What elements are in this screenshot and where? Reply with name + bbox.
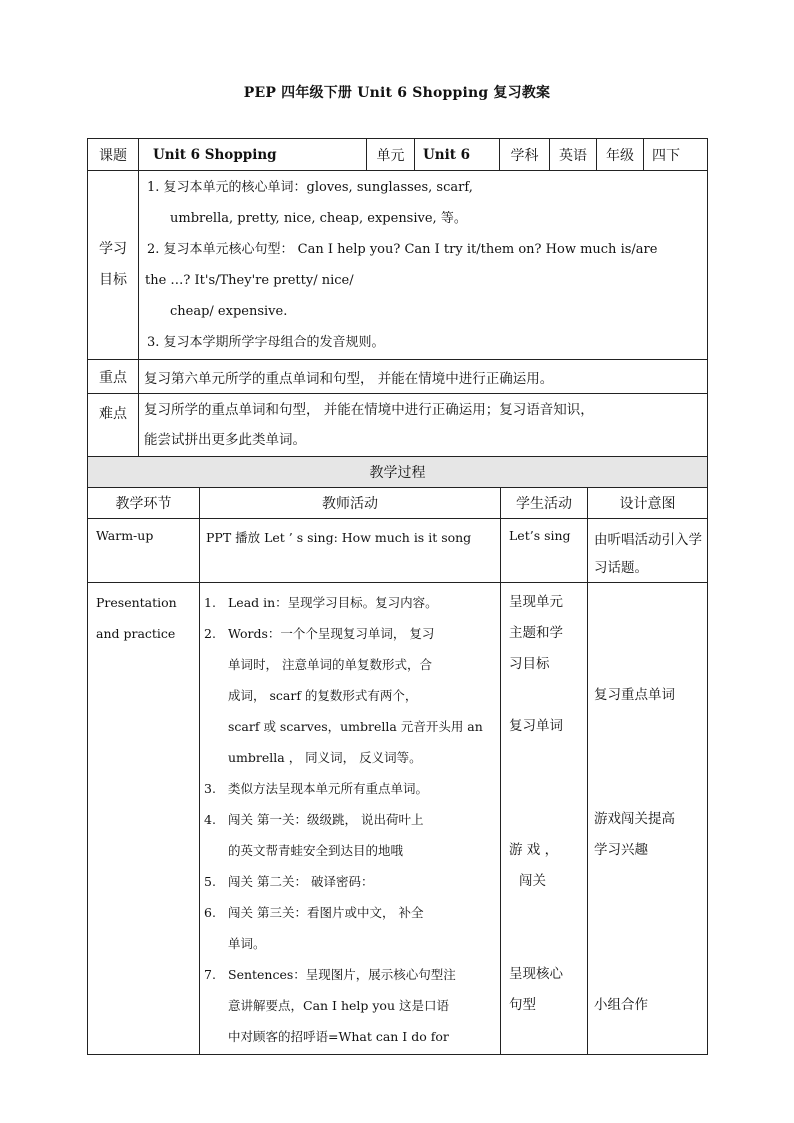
student-note: 呈现单元 bbox=[509, 594, 563, 610]
step-number bbox=[200, 711, 228, 742]
step-text: 成词， scarf 的复数形式有两个， bbox=[228, 688, 418, 703]
step-text: 类似方法呈现本单元所有重点单词。 bbox=[228, 781, 429, 796]
intent-note: 复习重点单词 bbox=[594, 687, 675, 703]
teacher-step-line bbox=[200, 897, 500, 928]
step-text: Sentences：呈现图片，展示核心句型注 bbox=[228, 967, 456, 982]
difficulties-text bbox=[139, 394, 708, 457]
teacher-step-line bbox=[200, 742, 500, 773]
step-number: 5. bbox=[204, 874, 216, 889]
student-note: 句型 bbox=[509, 997, 536, 1013]
subject-label: 学科 bbox=[500, 139, 550, 171]
step-number bbox=[200, 1021, 228, 1052]
presentation-stage bbox=[88, 583, 200, 1055]
step-number: 1. bbox=[204, 595, 216, 610]
lesson-plan bbox=[87, 138, 707, 1055]
info-table bbox=[87, 138, 708, 457]
step-text: 闯关 第一关：级级跳， 说出荷叶上 bbox=[228, 812, 424, 827]
warmup-teacher: PPT 播放 Let ’ s sing: How much is it song bbox=[200, 519, 501, 583]
teacher-step-line bbox=[200, 1021, 500, 1052]
objective-line: 1. 复习本单元的核心单词：gloves, sunglasses, scarf, bbox=[147, 180, 473, 195]
col-header-stage: 教学环节 bbox=[88, 488, 200, 519]
student-note: 复习单词 bbox=[509, 718, 563, 734]
warmup-stage: Warm-up bbox=[88, 519, 200, 583]
teacher-steps-list bbox=[200, 587, 500, 1052]
teacher-step-line bbox=[200, 959, 500, 990]
subject-value: 英语 bbox=[550, 139, 597, 171]
unit-value: Unit 6 bbox=[415, 139, 500, 171]
step-number bbox=[200, 835, 228, 866]
step-number bbox=[200, 680, 228, 711]
step-text: 的英文帮青蛙安全到达目的地哦 bbox=[228, 843, 404, 858]
col-header-teacher: 教师活动 bbox=[200, 488, 501, 519]
teacher-step-line bbox=[200, 835, 500, 866]
step-number: 3. bbox=[204, 781, 216, 796]
teacher-step-line bbox=[200, 680, 500, 711]
col-header-student: 学生活动 bbox=[501, 488, 588, 519]
col-header-intent: 设计意图 bbox=[588, 488, 708, 519]
student-note: 主题和学 bbox=[509, 625, 563, 641]
topic-value: Unit 6 Shopping bbox=[139, 139, 367, 171]
intent-note: 学习兴趣 bbox=[594, 842, 648, 858]
student-note: 游 戏 ， bbox=[509, 842, 559, 858]
document-title: PEP 四年级下册 Unit 6 Shopping 复习教案 bbox=[243, 85, 551, 101]
student-note: 习目标 bbox=[509, 656, 550, 672]
presentation-stage-line2: and practice bbox=[96, 626, 176, 641]
step-text: Lead in：呈现学习目标。复习内容。 bbox=[228, 595, 438, 610]
teacher-step-line bbox=[200, 773, 500, 804]
step-text: umbrella ， 同义词， 反义词等。 bbox=[228, 750, 422, 765]
intent-note: 游戏闯关提高 bbox=[594, 811, 675, 827]
step-number: 7. bbox=[204, 967, 216, 982]
warmup-student: Let’s sing bbox=[501, 519, 588, 583]
teacher-step-line bbox=[200, 804, 500, 835]
presentation-teacher bbox=[200, 583, 501, 1055]
teacher-step-line bbox=[200, 618, 500, 649]
objectives-content bbox=[139, 171, 708, 360]
teacher-step-line bbox=[200, 587, 500, 618]
step-number: 6. bbox=[204, 905, 216, 920]
teacher-step-line bbox=[200, 928, 500, 959]
difficulties-label: 难点 bbox=[88, 394, 139, 457]
step-number: 4. bbox=[204, 812, 216, 827]
student-note: 呈现核心 bbox=[509, 966, 563, 982]
step-text: 单词时， 注意单词的单复数形式，合 bbox=[228, 657, 432, 672]
step-text: 意讲解要点，Can I help you 这是口语 bbox=[228, 998, 449, 1013]
objective-line: umbrella, pretty, nice, cheap, expensive, 等。 bbox=[170, 211, 467, 226]
teacher-step-line bbox=[200, 649, 500, 680]
process-table bbox=[87, 456, 708, 1055]
grade-label: 年级 bbox=[597, 139, 644, 171]
objective-line: the …? It's/They're pretty/ nice/ bbox=[145, 273, 354, 288]
objective-line: 2. 复习本单元核心句型： Can I help you? Can I try it/them on? How much is/are bbox=[147, 242, 658, 257]
presentation-student bbox=[501, 583, 588, 1055]
student-note: 闯关 bbox=[519, 873, 546, 889]
key-points-label: 重点 bbox=[88, 360, 139, 394]
unit-label: 单元 bbox=[367, 139, 415, 171]
step-number: 2. bbox=[204, 626, 216, 641]
step-text: 闯关 第二关： 破译密码： bbox=[228, 874, 374, 889]
objective-line: 3. 复习本学期所学字母组合的发音规则。 bbox=[147, 335, 385, 350]
teacher-step-line bbox=[200, 990, 500, 1021]
key-points-text: 复习第六单元所学的重点单词和句型， 并能在情境中进行正确运用。 bbox=[139, 360, 708, 394]
objectives-label bbox=[88, 171, 139, 360]
warmup-intent: 由听唱活动引入学习话题。 bbox=[588, 519, 708, 583]
presentation-intent bbox=[588, 583, 708, 1055]
presentation-stage-line1: Presentation bbox=[96, 595, 177, 610]
step-text: 中对顾客的招呼语=What can I do for bbox=[228, 1029, 449, 1044]
step-text: 闯关 第三关：看图片或中文， 补全 bbox=[228, 905, 424, 920]
step-text: 单词。 bbox=[228, 936, 266, 951]
objective-line: cheap/ expensive. bbox=[170, 304, 288, 319]
step-number bbox=[200, 742, 228, 773]
topic-label: 课题 bbox=[88, 139, 139, 171]
step-number bbox=[200, 928, 228, 959]
difficulties-line: 复习所学的重点单词和句型， 并能在情境中进行正确运用；复习语音知识， bbox=[144, 402, 594, 418]
step-text: Words：一个个呈现复习单词， 复习 bbox=[228, 626, 435, 641]
step-number bbox=[200, 990, 228, 1021]
step-text: scarf 或 scarves，umbrella 元音开头用 an bbox=[228, 719, 483, 734]
difficulties-line: 能尝试拼出更多此类单词。 bbox=[144, 432, 306, 448]
objectives-label-line1: 学习 bbox=[99, 241, 127, 257]
intent-note: 小组合作 bbox=[594, 997, 648, 1013]
teacher-step-line bbox=[200, 866, 500, 897]
grade-value: 四下 bbox=[644, 139, 708, 171]
step-number bbox=[200, 649, 228, 680]
objectives-label-line2: 目标 bbox=[99, 272, 127, 288]
process-section-title: 教学过程 bbox=[88, 457, 708, 488]
teacher-step-line bbox=[200, 711, 500, 742]
